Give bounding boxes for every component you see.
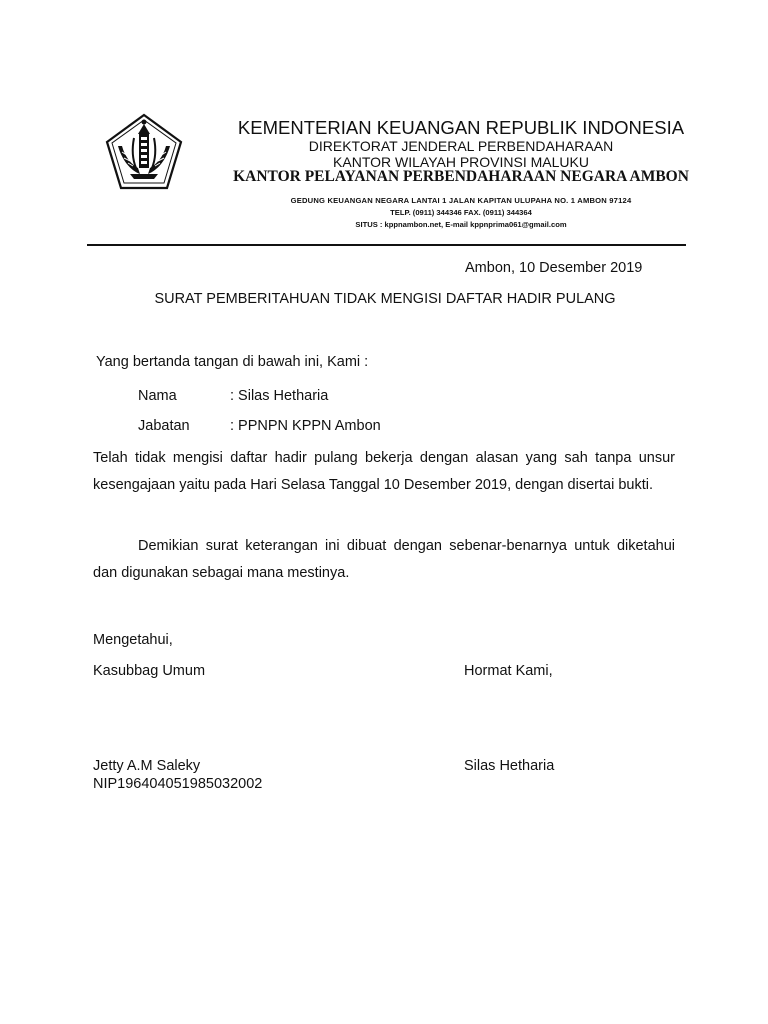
- directorate-name: DIREKTORAT JENDERAL PERBENDAHARAAN: [308, 138, 614, 154]
- ministry-name: KEMENTERIAN KEUANGAN REPUBLIK INDONESIA: [237, 117, 685, 138]
- right-signatory-name: Silas Hetharia: [464, 758, 555, 774]
- right-signatory-title: Hormat Kami,: [464, 663, 553, 679]
- ministry-of-finance-emblem-icon: [104, 112, 184, 192]
- field-label-nama: Nama: [138, 388, 177, 404]
- left-signatory-title: Kasubbag Umum: [93, 663, 206, 679]
- office-name: KANTOR PELAYANAN PERBENDAHARAAN NEGARA AMBON: [233, 168, 689, 185]
- office-website-email: SITUS : kppnambon.net, E-mail kppnprima061@gmail.com: [355, 220, 567, 229]
- left-signatory-nip: NIP196404051985032002: [93, 776, 263, 792]
- body-paragraph-statement: Telah tidak mengisi daftar hadir pulang bekerja dengan alasan yang sah tanpa unsur kesengajaan yaitu pada Hari Selasa Tanggal 10 Desember 2019, dengan disertai bukti.: [93, 450, 675, 493]
- body-paragraph-closing: Demikian surat keterangan ini dibuat dengan sebenar-benarnya untuk diketahui dan digunakan sebagai mana mestinya.: [93, 538, 675, 581]
- letterhead-divider: [87, 244, 686, 246]
- field-label-jabatan: Jabatan: [138, 418, 190, 434]
- office-address: GEDUNG KEUANGAN NEGARA LANTAI 1 JALAN KAPITAN ULUPAHA NO. 1 AMBON 97124: [290, 196, 632, 205]
- acknowledged-label: Mengetahui,: [93, 632, 173, 648]
- regional-office-name: KANTOR WILAYAH PROVINSI MALUKU: [333, 154, 589, 170]
- office-phone-fax: TELP. (0911) 344346 FAX. (0911) 344364: [390, 208, 532, 217]
- intro-statement: Yang bertanda tangan di bawah ini, Kami :: [96, 354, 369, 370]
- letter-title: SURAT PEMBERITAHUAN TIDAK MENGISI DAFTAR HADIR PULANG: [154, 291, 616, 307]
- left-signatory-name: Jetty A.M Saleky: [93, 758, 201, 774]
- place-date: Ambon, 10 Desember 2019: [465, 260, 643, 276]
- field-value-nama: : Silas Hetharia: [230, 388, 329, 404]
- field-value-jabatan: : PPNPN KPPN Ambon: [230, 418, 381, 434]
